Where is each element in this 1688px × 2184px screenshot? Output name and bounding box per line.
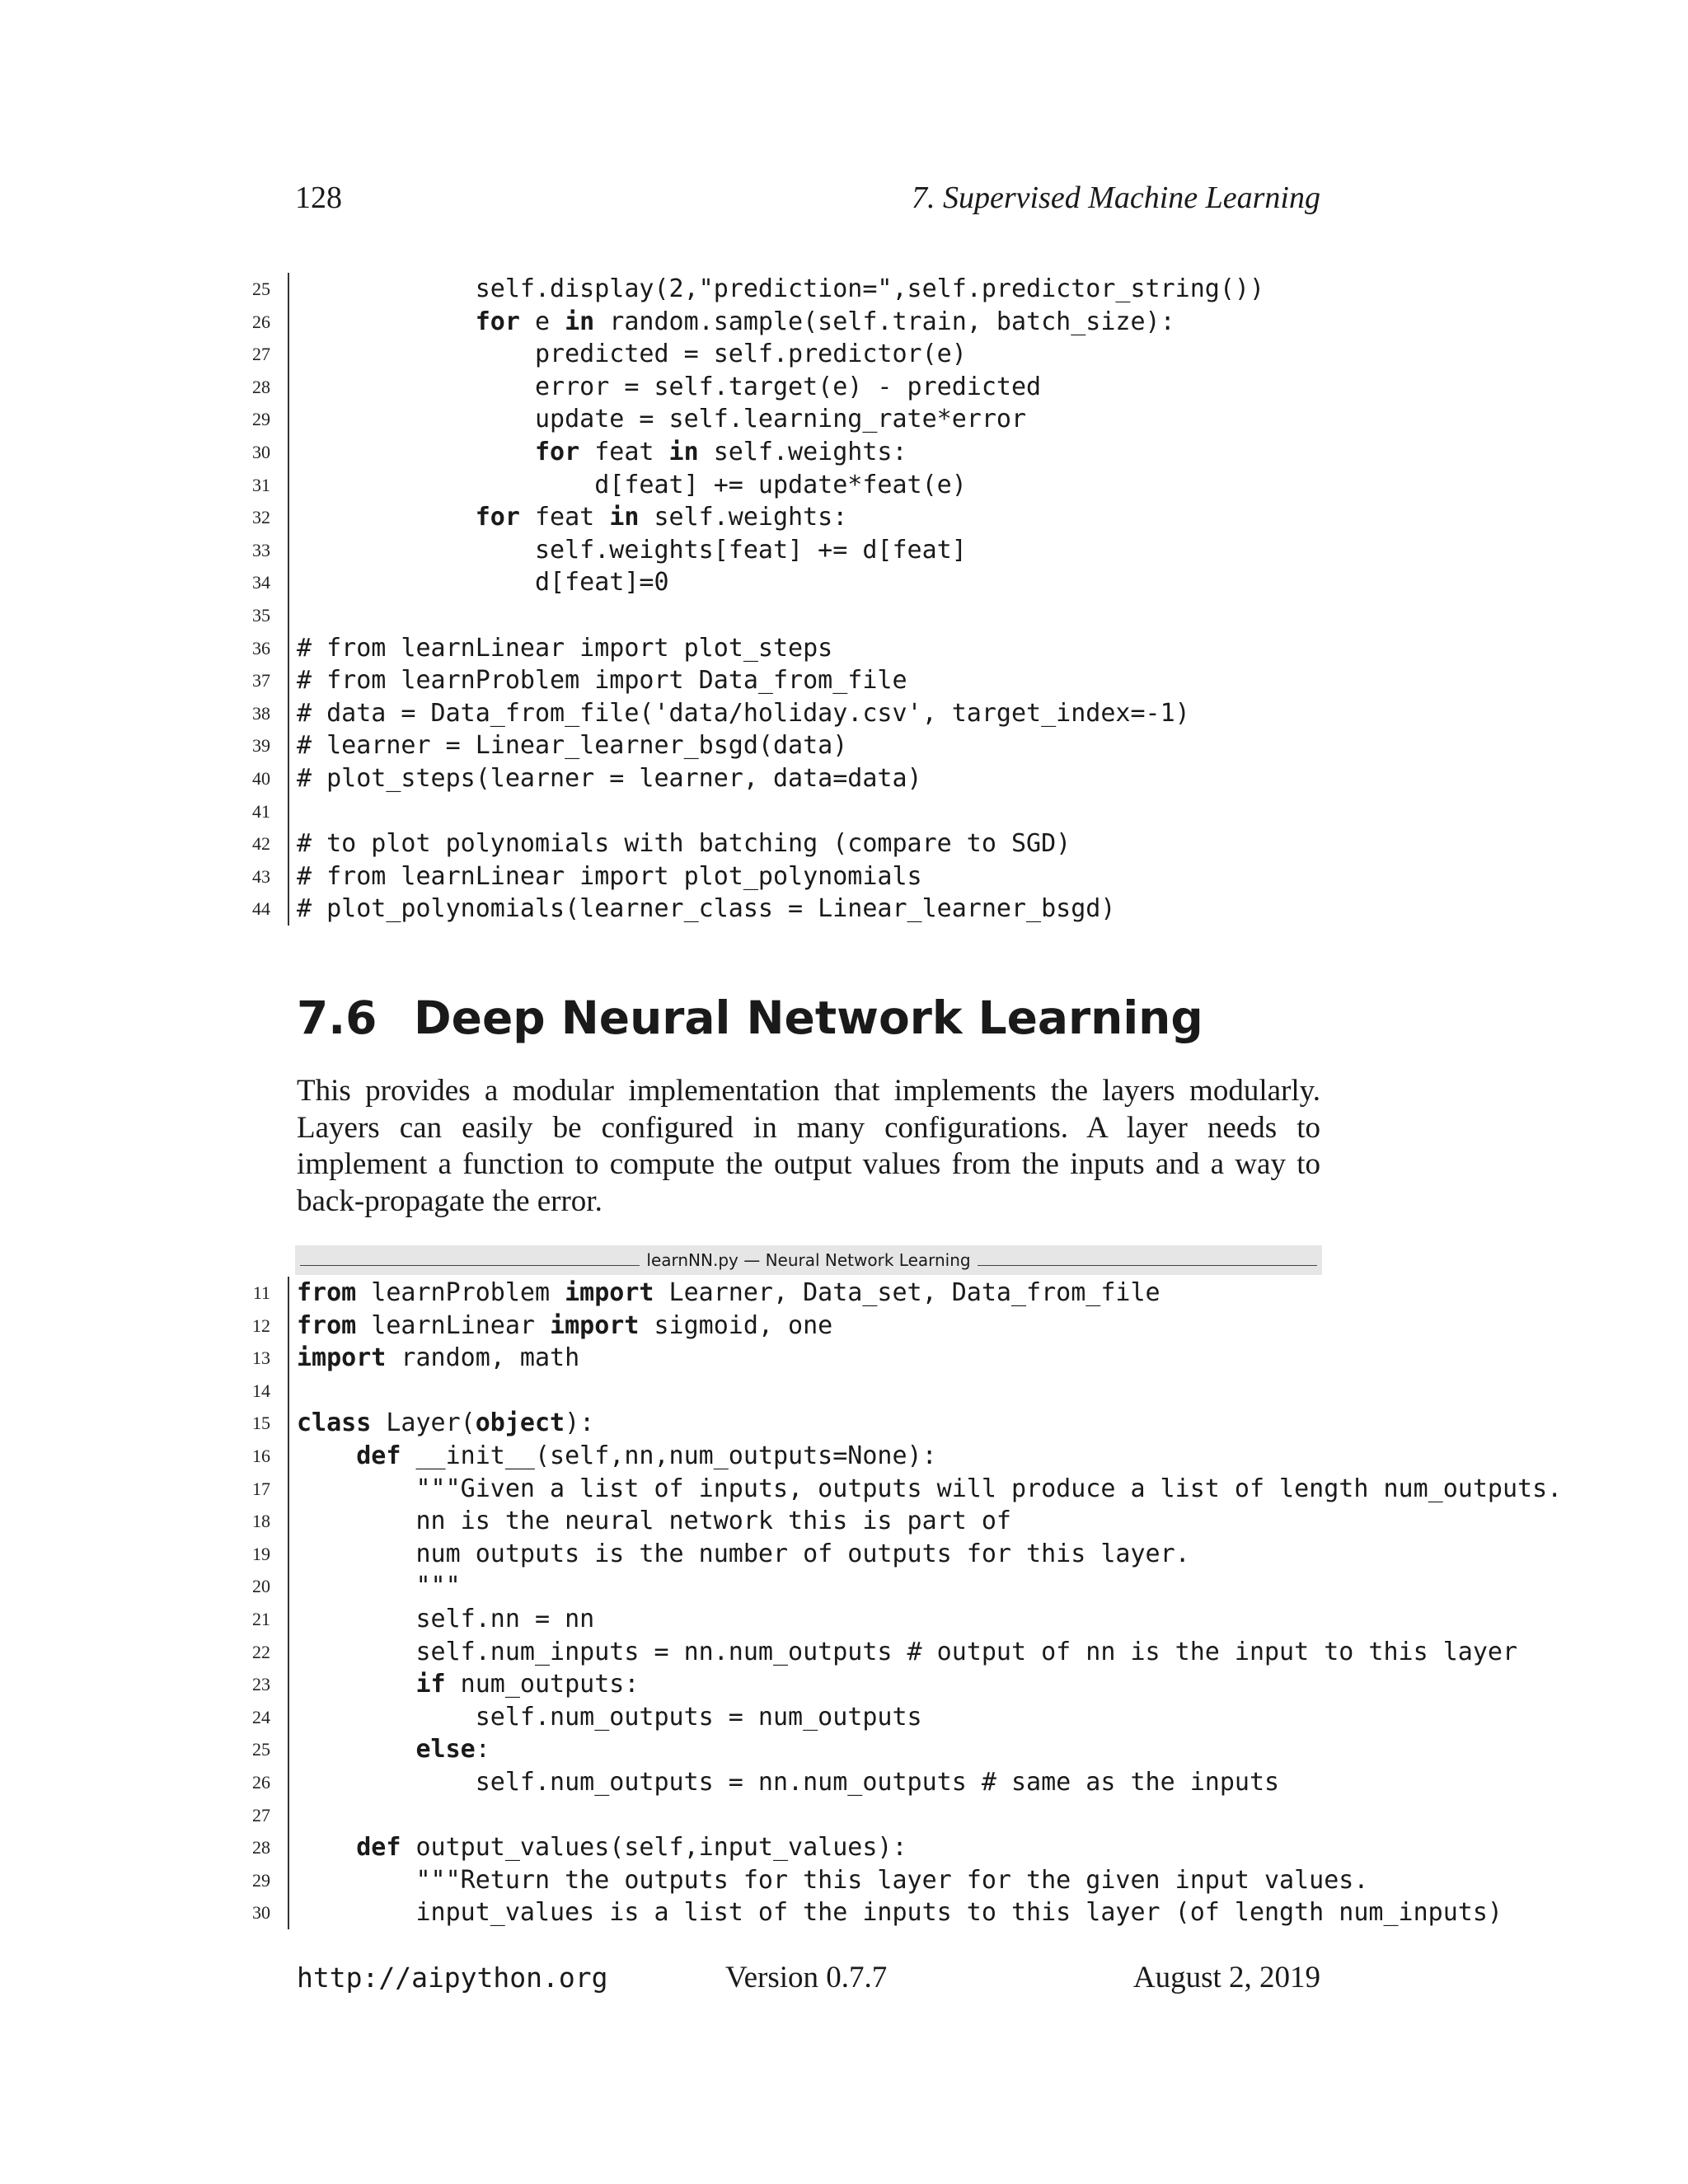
code-text (297, 697, 1190, 730)
code-segment: # from learnLinear import plot_polynomials (297, 861, 922, 891)
code-text (297, 501, 847, 534)
code-text (297, 1701, 922, 1734)
line-number: 16 (252, 1445, 270, 1466)
line-number: 26 (252, 311, 270, 332)
code-segment: e (519, 307, 565, 336)
code-segment: ): (565, 1408, 595, 1438)
line-number: 40 (252, 767, 270, 789)
code-segment: # plot_polynomials(learner_class = Linear_learner_bsgd) (297, 894, 1116, 924)
code-segment: nn is the neural network this is part of (297, 1507, 1011, 1536)
code-segment: # plot_steps(learner = learner, data=data) (297, 763, 922, 793)
line-number: 27 (252, 344, 270, 365)
code-segment: self.nn = nn (297, 1604, 595, 1633)
code-text (297, 1407, 594, 1440)
line-number: 14 (252, 1380, 270, 1401)
code-keyword: def (356, 1441, 401, 1470)
code-segment (297, 1833, 356, 1862)
section-number: 7.6 (297, 991, 377, 1044)
line-number: 25 (252, 279, 270, 299)
code-segment (297, 1441, 356, 1470)
code-text (297, 827, 1071, 860)
code-segment: learnProblem (356, 1278, 565, 1307)
code-segment: input_values is a list of the inputs to this layer (of length num_inputs) (297, 1898, 1503, 1928)
code-keyword: import (550, 1310, 640, 1340)
line-number: 31 (252, 474, 270, 495)
code-text (297, 1570, 461, 1603)
code-text (297, 273, 1264, 306)
code-text (297, 1505, 1011, 1538)
code-segment: """Return the outputs for this layer for the given input values. (297, 1865, 1369, 1895)
code-segment: num_outputs: (445, 1670, 640, 1699)
code-segment: error = self.target(e) - predicted (297, 372, 1042, 401)
code-text (297, 306, 1175, 339)
code-segment: d[feat]=0 (297, 568, 669, 598)
line-number: 23 (252, 1674, 270, 1695)
line-number: 18 (252, 1511, 270, 1532)
code-segment: predicted = self.predictor(e) (297, 340, 967, 369)
code-segment: random.sample(self.train, batch_size): (594, 307, 1175, 336)
chapter-title: 7. Supervised Machine Learning (911, 180, 1320, 215)
code-margin-rule (288, 1277, 289, 1929)
code-keyword: import (565, 1278, 654, 1307)
code-text (297, 762, 922, 795)
code-keyword: for (475, 307, 520, 336)
page-number: 128 (295, 180, 342, 215)
code-keyword: in (565, 307, 595, 336)
footer-date: August 2, 2019 (1132, 1961, 1320, 1994)
line-number: 20 (252, 1576, 270, 1597)
code-segment: feat (579, 437, 669, 466)
code-text (297, 436, 907, 469)
code-text (297, 1733, 490, 1766)
code-segment: """ (297, 1572, 461, 1601)
code-segment (297, 503, 476, 532)
code-segment: output_values(self,input_values): (401, 1833, 907, 1863)
code-text (297, 632, 832, 665)
code-text (297, 371, 1041, 404)
banner-rule-right (978, 1265, 1317, 1266)
code-segment: Learner, Data_set, Data_from_file (654, 1278, 1160, 1307)
code-text (297, 469, 967, 502)
code-segment (297, 307, 476, 336)
line-number: 26 (252, 1771, 270, 1793)
line-number: 29 (252, 1869, 270, 1891)
code-text (297, 1310, 832, 1343)
code-segment: learnLinear (356, 1310, 551, 1340)
code-segment: self.num_outputs = num_outputs (297, 1702, 922, 1732)
code-text (297, 1766, 1279, 1799)
code-segment: # from learnLinear import plot_steps (297, 633, 833, 663)
line-number: 34 (252, 572, 270, 593)
code-text (297, 729, 847, 762)
code-keyword: from (297, 1278, 357, 1307)
code-segment: # data = Data_from_file('data/holiday.csv', target_index=-1) (297, 698, 1190, 728)
code-segment: update = self.learning_rate*error (297, 405, 1027, 434)
code-text (297, 1831, 907, 1864)
code-segment: self.display(2,"prediction=",self.predictor_string()) (297, 274, 1264, 303)
code-keyword: class (297, 1408, 372, 1438)
code-text (297, 1538, 1190, 1571)
line-number: 28 (252, 1837, 270, 1858)
code-segment: feat (519, 503, 610, 532)
line-number: 19 (252, 1543, 270, 1564)
code-text (297, 1440, 937, 1473)
line-number: 33 (252, 539, 270, 560)
code-text (297, 664, 907, 697)
source-file-label: learnNN.py — Neural Network Learning (646, 1250, 971, 1270)
line-number: 37 (252, 670, 270, 691)
banner-rule-left (300, 1265, 640, 1266)
code-keyword: from (297, 1310, 357, 1340)
code-segment: sigmoid, one (639, 1310, 833, 1340)
line-number: 35 (252, 604, 270, 626)
code-segment: random, math (386, 1343, 580, 1373)
code-segment: d[feat] += update*feat(e) (297, 470, 967, 499)
code-segment: __init__(self,nn,num_outputs=None): (401, 1441, 937, 1470)
code-text (297, 893, 1115, 926)
code-text (297, 1277, 1160, 1310)
code-segment (297, 1670, 416, 1699)
code-segment: # from learnProblem import Data_from_file (297, 666, 907, 696)
code-segment: self.weights: (639, 503, 848, 532)
line-number: 22 (252, 1641, 270, 1662)
code-segment: """Given a list of inputs, outputs will produce a list of length num_outputs. (297, 1474, 1563, 1503)
code-segment: # to plot polynomials with batching (compare to SGD) (297, 829, 1071, 859)
code-text (297, 860, 922, 893)
line-number: 42 (252, 833, 270, 855)
section-intro-paragraph: This provides a modular implementation that implements the layers modularly. Layers can easily be configured in many configurations. A layer needs to implement a function to compute the output values from the inputs and a way to back-propagate the error. (297, 1074, 1320, 1218)
line-number: 44 (252, 898, 270, 920)
code-segment: num outputs is the number of outputs for this layer. (297, 1539, 1190, 1568)
line-number: 38 (252, 702, 270, 724)
line-number: 41 (252, 800, 270, 822)
footer-version: Version 0.7.7 (725, 1961, 888, 1994)
code-segment: self.num_outputs = nn.num_outputs # same as the inputs (297, 1767, 1280, 1797)
code-keyword: for (475, 503, 520, 532)
section-heading (297, 991, 1203, 1045)
line-number: 25 (252, 1739, 270, 1760)
line-number: 12 (252, 1315, 270, 1336)
line-number: 11 (252, 1282, 270, 1303)
line-number: 24 (252, 1706, 270, 1727)
code-keyword: object (475, 1408, 565, 1438)
code-margin-rule (288, 273, 289, 926)
code-keyword: for (534, 437, 580, 466)
code-keyword: in (668, 437, 699, 466)
code-segment (297, 438, 535, 466)
line-number: 36 (252, 637, 270, 658)
code-segment: self.weights: (698, 437, 907, 466)
line-number: 32 (252, 507, 270, 528)
code-text (297, 1864, 1368, 1897)
source-file-banner (295, 1245, 1322, 1275)
code-segment: # learner = Linear_learner_bsgd(data) (297, 731, 848, 761)
code-segment: : (475, 1735, 490, 1765)
section-title: Deep Neural Network Learning (414, 991, 1203, 1044)
line-number: 29 (252, 409, 270, 430)
line-number: 13 (252, 1347, 270, 1369)
code-text (297, 534, 967, 567)
code-text (297, 338, 967, 371)
line-number: 43 (252, 865, 270, 887)
line-number: 15 (252, 1413, 270, 1434)
code-segment (297, 1735, 416, 1764)
footer-url-link[interactable]: http://aipython.org (297, 1961, 608, 1994)
code-text (297, 403, 1026, 436)
code-text (297, 1668, 639, 1701)
code-keyword: in (609, 503, 640, 532)
code-keyword: if (415, 1670, 446, 1699)
line-number: 30 (252, 441, 270, 462)
code-text (297, 1342, 579, 1375)
code-text (297, 1636, 1517, 1669)
code-text (297, 1603, 594, 1636)
line-number: 17 (252, 1478, 270, 1499)
code-keyword: def (356, 1833, 401, 1863)
line-number: 30 (252, 1902, 270, 1924)
line-number: 21 (252, 1608, 270, 1629)
code-text (297, 1473, 1562, 1506)
line-number: 39 (252, 735, 270, 757)
code-segment: self.num_inputs = nn.num_outputs # output of nn is the input to this layer (297, 1637, 1518, 1666)
code-text (297, 1896, 1503, 1929)
code-keyword: import (297, 1343, 387, 1373)
code-text (297, 566, 669, 599)
line-number: 28 (252, 376, 270, 397)
code-segment: Layer( (371, 1408, 476, 1438)
code-keyword: else (415, 1735, 476, 1765)
line-number: 27 (252, 1804, 270, 1825)
code-segment: self.weights[feat] += d[feat] (297, 535, 967, 565)
